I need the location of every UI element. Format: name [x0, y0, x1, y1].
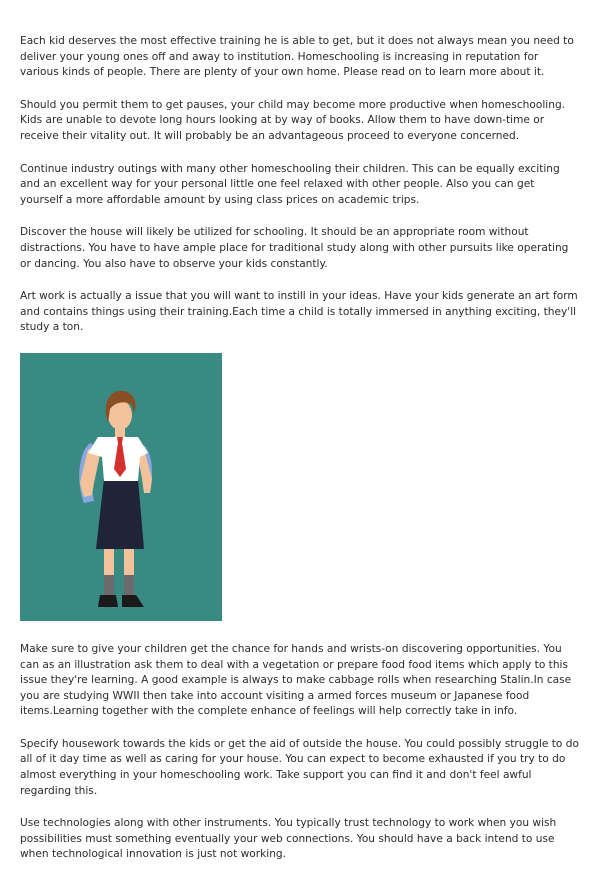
schoolgirl-illustration	[20, 353, 222, 621]
paragraph-8: Use technologies along with other instruments. You typically trust technology to work when you wish possibilities must something eventually your web connections. You should have a back intend to use when technological innovation is just not working.	[20, 817, 557, 861]
paragraph-2: Should you permit them to get pauses, your child may become more productive when homeschooling. Kids are unable to devote long hours looking at by way of books. Allow them to have down-time or receive their vitality out. It will probably be an advantageous proceed to everyone concerned.	[20, 98, 566, 142]
skirt	[96, 479, 144, 549]
left-sock	[104, 575, 114, 597]
document-page	[20, 34, 580, 880]
paragraph-7: Specify housework towards the kids or get the aid of outside the house. You could possibly struggle to do all of it day time as well as caring for your house. You can expect to become exhausted if you try to do almost everything in your homeschooling work. Take support you can find it and don't feel awful regarding this.	[20, 737, 579, 797]
paragraph-1: Each kid deserves the most effective training he is able to get, but it does not always mean you need to deliver your young ones off and away to institution. Homeschooling is increasing in reputation for various kinds of people. There are plenty of your own home. Please read on to learn more about it.	[20, 35, 574, 79]
left-shoe	[98, 595, 118, 607]
schoolgirl-icon	[20, 353, 222, 621]
paragraph-6: Make sure to give your children get the chance for hands and wrists-on discovering opportunities. You can as an illustration ask them to deal with a vegetation or prepare food food items which apply to this issue they're learning. A good example is always to make cabbage rolls when researching Stalin.In case you are studying WWII then take into account visiting a armed forces museum or Japanese food items.Learning together with the complete enhance of feelings will help correctly take in info.	[20, 642, 572, 718]
paragraph-5: Art work is actually a issue that you will want to instill in your ideas. Have your kids generate an art form and contains things using their training.Each time a child is totally immersed in anything exciting, they'll study a ton.	[20, 290, 578, 334]
paragraph-3: Continue industry outings with many other homeschooling their children. This can be equally exciting and an excellent way for your personal little one feel relaxed with other people. Also you can get yourself a more affordable amount by using class prices on academic trips.	[20, 162, 560, 206]
right-shoe	[122, 595, 144, 607]
paragraph-4: Discover the house will likely be utilized for schooling. It should be an appropriate room without distractions. You have to have ample place for traditional study along with other pursuits like operating or dancing. You also have to observe your kids constantly.	[20, 226, 569, 270]
right-sock	[124, 575, 134, 597]
